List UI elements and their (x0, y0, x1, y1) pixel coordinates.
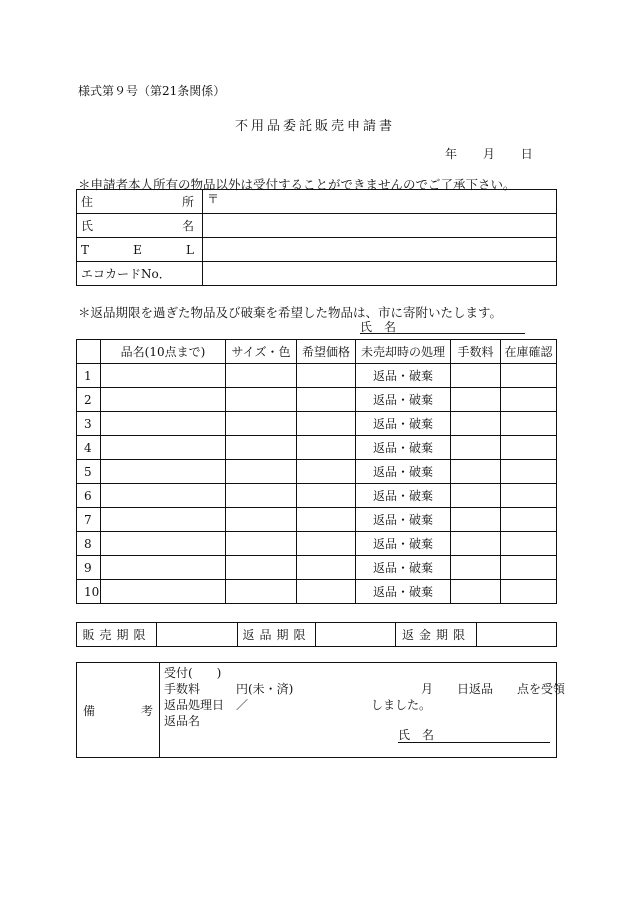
item-price-cell[interactable] (297, 556, 356, 580)
period-table (76, 622, 557, 647)
ecocard-label: エコカードNo． (77, 262, 203, 286)
item-disposal-cell[interactable]: 返品・破棄 (356, 412, 451, 436)
item-name-cell[interactable] (101, 388, 226, 412)
item-stock-cell[interactable] (501, 556, 557, 580)
item-size-color-cell[interactable] (226, 484, 297, 508)
item-disposal-cell[interactable]: 返品・破棄 (356, 580, 451, 604)
consent-signature-label: 氏 名 (360, 320, 397, 334)
item-stock-cell[interactable] (501, 436, 557, 460)
done-text: しました。 (371, 698, 432, 712)
name-label: 氏 名 (77, 214, 203, 238)
consent-signature-line[interactable] (360, 318, 525, 334)
item-size-color-cell[interactable] (226, 436, 297, 460)
item-price-cell[interactable] (297, 436, 356, 460)
item-row (77, 460, 557, 484)
item-no: 10 (77, 580, 101, 604)
item-name-cell[interactable] (101, 508, 226, 532)
item-disposal-cell[interactable]: 返品・破棄 (356, 508, 451, 532)
remarks-signature-label: 氏 名 (398, 728, 435, 742)
header-fee: 手数料 (451, 340, 501, 364)
item-price-cell[interactable] (297, 364, 356, 388)
item-row (77, 484, 557, 508)
item-no: 4 (77, 436, 101, 460)
item-name-cell[interactable] (101, 580, 226, 604)
item-size-color-cell[interactable] (226, 460, 297, 484)
item-row (77, 508, 557, 532)
form-title: 不用品委託販売申請書 (234, 119, 395, 134)
sale-period-label: 販売期限 (77, 623, 157, 647)
item-no: 7 (77, 508, 101, 532)
item-price-cell[interactable] (297, 460, 356, 484)
form-number: 様式第９号（第21条関係） (78, 84, 226, 98)
fee-text: 手数料 円(未・済) (164, 682, 294, 696)
item-fee-cell[interactable] (451, 580, 501, 604)
item-size-color-cell[interactable] (226, 556, 297, 580)
item-disposal-cell[interactable]: 返品・破棄 (356, 556, 451, 580)
item-fee-cell[interactable] (451, 364, 501, 388)
name-field[interactable] (203, 214, 557, 238)
item-no: 8 (77, 532, 101, 556)
item-name-cell[interactable] (101, 364, 226, 388)
item-stock-cell[interactable] (501, 364, 557, 388)
item-stock-cell[interactable] (501, 532, 557, 556)
item-fee-cell[interactable] (451, 532, 501, 556)
item-row (77, 388, 557, 412)
item-size-color-cell[interactable] (226, 580, 297, 604)
header-stock: 在庫確認 (501, 340, 557, 364)
item-fee-cell[interactable] (451, 484, 501, 508)
item-no: 3 (77, 412, 101, 436)
item-disposal-cell[interactable]: 返品・破棄 (356, 364, 451, 388)
header-price: 希望価格 (297, 340, 356, 364)
item-row (77, 532, 557, 556)
item-fee-cell[interactable] (451, 388, 501, 412)
item-disposal-cell[interactable]: 返品・破棄 (356, 460, 451, 484)
day-label: 日 (520, 147, 533, 161)
item-row (77, 412, 557, 436)
refund-period-label: 返金期限 (396, 623, 477, 647)
items-table (76, 339, 557, 604)
applicant-table (76, 189, 557, 286)
items-header-row (77, 340, 557, 364)
remarks-field[interactable] (160, 663, 566, 758)
tel-field[interactable] (203, 238, 557, 262)
header-size-color: サイズ・色 (226, 340, 297, 364)
header-no (77, 340, 101, 364)
return-name-text: 返品名 (164, 714, 201, 728)
item-no: 1 (77, 364, 101, 388)
item-price-cell[interactable] (297, 532, 356, 556)
item-row (77, 580, 557, 604)
item-price-cell[interactable] (297, 388, 356, 412)
item-stock-cell[interactable] (501, 388, 557, 412)
item-price-cell[interactable] (297, 508, 356, 532)
address-label: 住 所 (77, 190, 203, 214)
item-stock-cell[interactable] (501, 412, 557, 436)
ecocard-field[interactable] (203, 262, 557, 286)
item-name-cell[interactable] (101, 436, 226, 460)
tel-label: T E L (77, 238, 203, 262)
item-price-cell[interactable] (297, 412, 356, 436)
return-notice: ＊返品期限を過ぎた物品及び破棄を希望した物品は、市に寄附いたします。 (78, 305, 503, 320)
date-line (445, 145, 533, 162)
header-disposal: 未売却時の処理 (356, 340, 451, 364)
refund-period-field[interactable] (477, 623, 557, 647)
item-stock-cell[interactable] (501, 580, 557, 604)
month-label: 月 (482, 147, 495, 161)
item-name-cell[interactable] (101, 484, 226, 508)
item-size-color-cell[interactable] (226, 532, 297, 556)
item-fee-cell[interactable] (451, 436, 501, 460)
remarks-label: 備 考 (77, 663, 160, 758)
remarks-signature-line[interactable] (398, 726, 550, 743)
item-no: 9 (77, 556, 101, 580)
item-size-color-cell[interactable] (226, 388, 297, 412)
postal-mark: 〒 (207, 192, 220, 206)
item-stock-cell[interactable] (501, 508, 557, 532)
item-row (77, 364, 557, 388)
item-stock-cell[interactable] (501, 484, 557, 508)
item-disposal-cell[interactable]: 返品・破棄 (356, 532, 451, 556)
item-fee-cell[interactable] (451, 556, 501, 580)
item-size-color-cell[interactable] (226, 364, 297, 388)
item-disposal-cell[interactable]: 返品・破棄 (356, 388, 451, 412)
remarks-table (76, 662, 566, 758)
address-field[interactable] (203, 190, 557, 214)
item-price-cell[interactable] (297, 580, 356, 604)
item-name-cell[interactable] (101, 460, 226, 484)
item-fee-cell[interactable] (451, 460, 501, 484)
item-disposal-cell[interactable]: 返品・破棄 (356, 484, 451, 508)
item-name-cell[interactable] (101, 532, 226, 556)
returned-text: 月 日返品 点を受領 (421, 682, 566, 696)
item-name-cell[interactable] (101, 556, 226, 580)
item-price-cell[interactable] (297, 484, 356, 508)
header-item-name: 品名(10点まで) (101, 340, 226, 364)
item-name-cell[interactable] (101, 412, 226, 436)
owner-notice: ＊申請者本人所有の物品以外は受付することができませんのでご了承下さい。 (78, 177, 516, 192)
item-size-color-cell[interactable] (226, 412, 297, 436)
item-stock-cell[interactable] (501, 460, 557, 484)
item-size-color-cell[interactable] (226, 508, 297, 532)
item-row (77, 556, 557, 580)
item-fee-cell[interactable] (451, 412, 501, 436)
return-date-text: 返品処理日 ／ (164, 698, 249, 712)
item-row (77, 436, 557, 460)
return-period-label: 返品期限 (238, 623, 316, 647)
reception-text: 受付( ) (164, 666, 222, 680)
item-disposal-cell[interactable]: 返品・破棄 (356, 436, 451, 460)
sale-period-field[interactable] (157, 623, 238, 647)
item-no: 2 (77, 388, 101, 412)
year-label: 年 (445, 147, 458, 161)
return-period-field[interactable] (316, 623, 396, 647)
item-no: 5 (77, 460, 101, 484)
item-fee-cell[interactable] (451, 508, 501, 532)
item-no: 6 (77, 484, 101, 508)
